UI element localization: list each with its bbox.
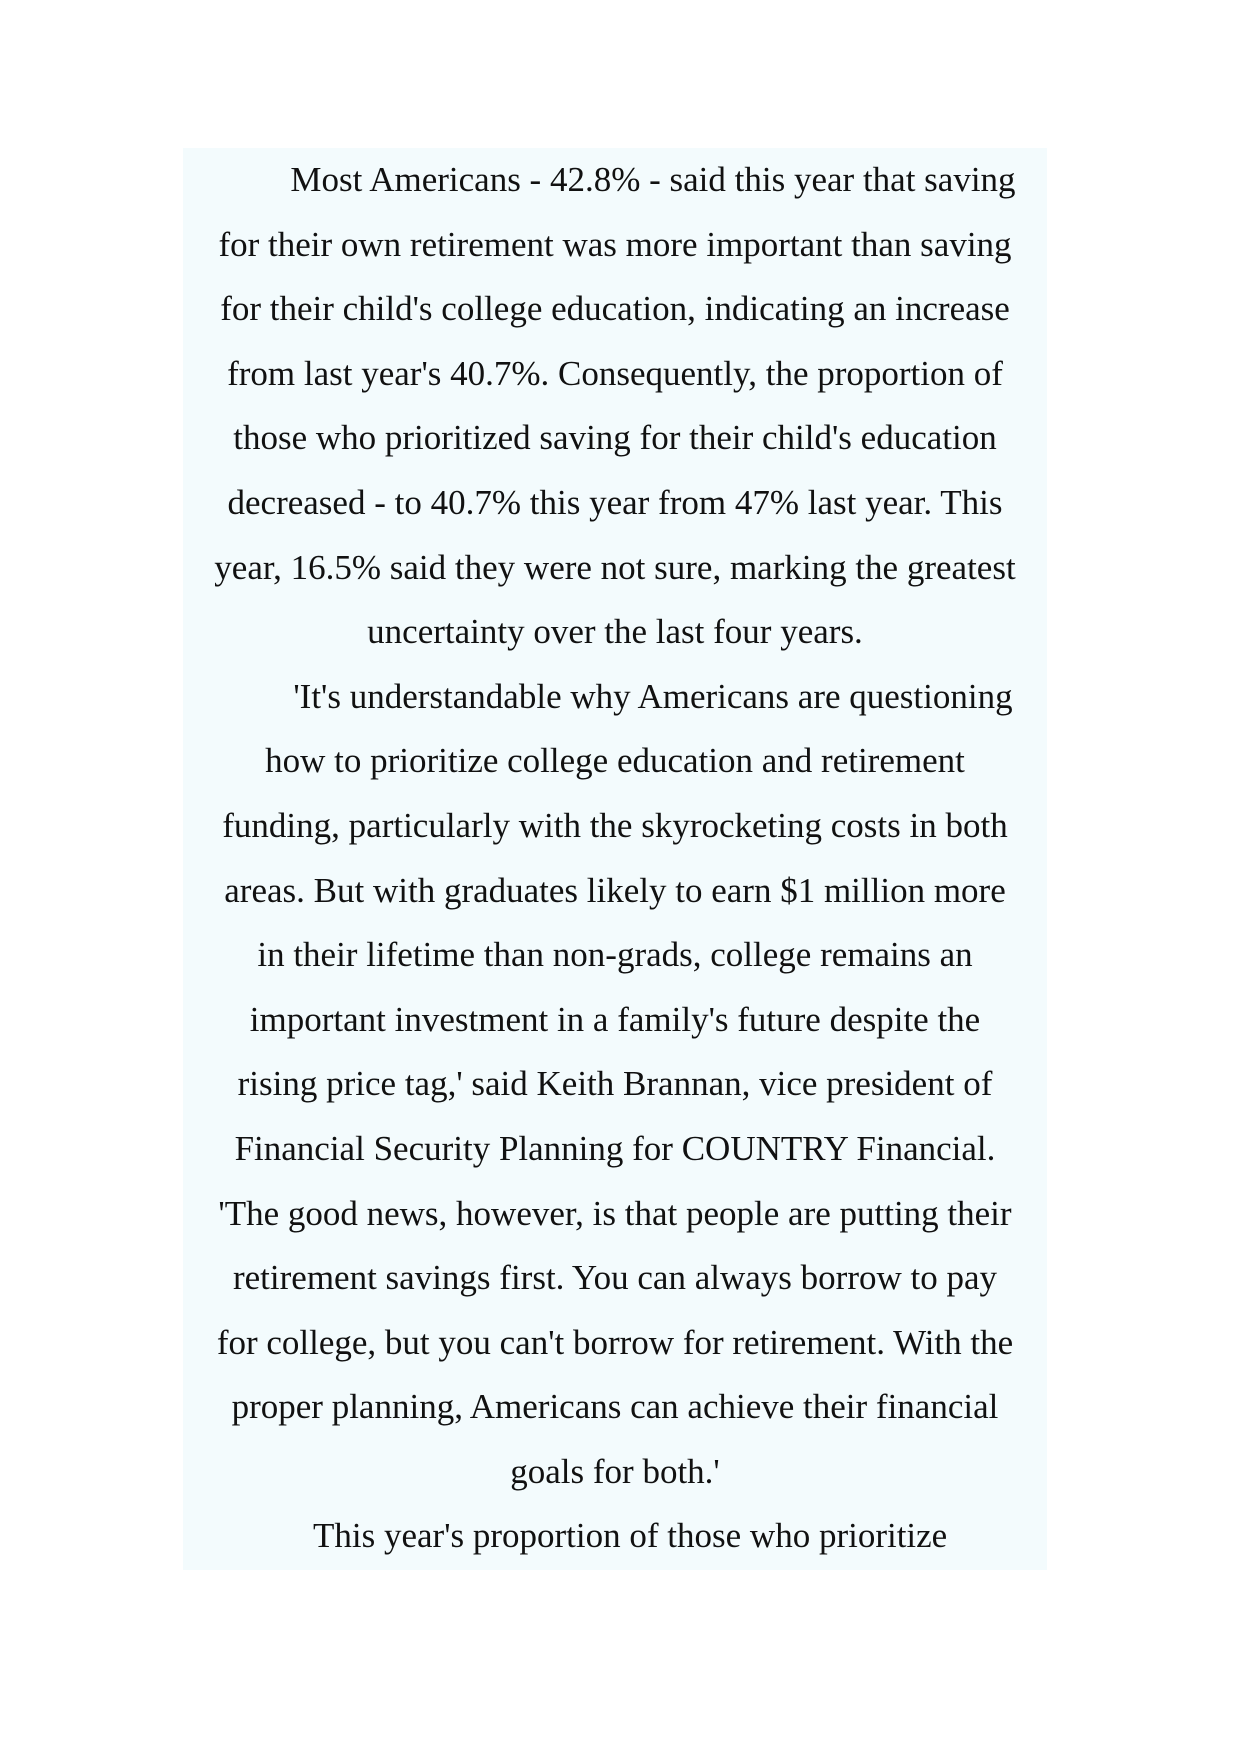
paragraph-1-line-6: decreased - to 40.7% this year from 47% last year. This	[227, 482, 1003, 522]
paragraph-2-line-3: funding, particularly with the skyrocketing costs in both	[222, 805, 1008, 845]
paragraph-1-line-7: year, 16.5% said they were not sure, marking the greatest	[214, 547, 1016, 587]
paragraph-2-line-1: 'It's understandable why Americans are questioning	[293, 676, 1013, 716]
paragraph-2-line-9: 'The good news, however, is that people are putting their	[218, 1193, 1012, 1233]
paragraph-1-line-1: Most Americans - 42.8% - said this year that saving	[290, 160, 1016, 199]
paragraph-2-line-5: in their lifetime than non-grads, college remains an	[257, 935, 973, 975]
paragraph-2-line-2: how to prioritize college education and retirement	[265, 741, 965, 781]
paragraph-2-line-10: retirement savings first. You can always borrow to pay	[232, 1258, 998, 1298]
paragraph-2-line-6: important investment in a family's future despite the	[249, 999, 981, 1039]
paragraph-3-line-1: This year's proportion of those who prioritize	[313, 1516, 948, 1556]
paragraph-2-line-7: rising price tag,' said Keith Brannan, vice president of	[237, 1064, 993, 1104]
article-text-block	[183, 148, 1047, 1570]
paragraph-2-line-4: areas. But with graduates likely to earn $1 million more	[224, 870, 1006, 910]
paragraph-2-line-13: goals for both.'	[510, 1451, 720, 1491]
paragraph-1-line-8: uncertainty over the last four years.	[367, 612, 863, 652]
paragraph-1-line-5: those who prioritized saving for their child's education	[233, 418, 997, 458]
paragraph-2-line-12: proper planning, Americans can achieve their financial	[231, 1387, 999, 1427]
paragraph-1-line-3: for their child's college education, indicating an increase	[220, 289, 1010, 329]
paragraph-1-line-2: for their own retirement was more important than saving	[218, 224, 1012, 264]
paragraph-2-line-8: Financial Security Planning for COUNTRY Financial.	[234, 1128, 996, 1168]
paragraph-2-line-11: for college, but you can't borrow for retirement. With the	[216, 1322, 1014, 1362]
paragraph-1-line-4: from last year's 40.7%. Consequently, the proportion of	[227, 353, 1003, 393]
